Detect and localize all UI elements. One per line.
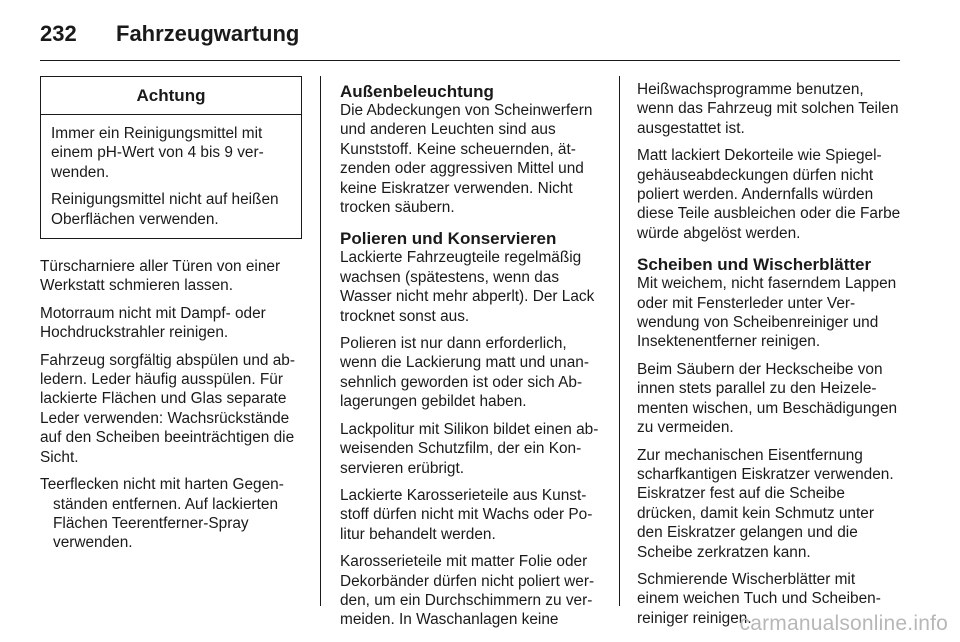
body-paragraph: Schmierende Wischerblätter mit einem weichen Tuch und Scheibenreiniger reinigen. bbox=[637, 570, 881, 627]
column-divider-2 bbox=[619, 76, 620, 606]
body-paragraph: Lackpolitur mit Silikon bildet einen abweisenden Schutzfilm, der ein Konservieren erübrigt. bbox=[340, 420, 599, 477]
body-paragraph: Türscharniere aller Türen von einer Werkstatt schmieren lassen. bbox=[40, 258, 281, 295]
body-paragraph: Polieren ist nur dann erforderlich, wenn die Lackierung matt und unansehnlich geworden ist oder sich Ablagerungen gebildet haben. bbox=[340, 335, 589, 411]
warning-body bbox=[41, 115, 301, 238]
page-header bbox=[40, 14, 299, 54]
body-paragraph: Lackierte Karosserieteile aus Kunststoff dürfen nicht mit Wachs oder Politur behandelt werden. bbox=[340, 486, 593, 543]
body-paragraph: Matt lackiert Dekorteile wie Spiegelgehäuseabdeckungen dürfen nicht poliert werden. Andernfalls würden diese Teile ausbleichen oder die Farbe würde abgelöst werden. bbox=[637, 147, 901, 242]
body-paragraph: Lackierte Fahrzeugteile regelmäßig wachsen (spätestens, wenn das Wasser nicht mehr abperlt). Der Lack trocknet sonst aus. bbox=[340, 249, 595, 325]
section-scheiben bbox=[637, 255, 901, 628]
column-2 bbox=[340, 76, 604, 638]
section-heading: Scheiben und Wischerblätter bbox=[637, 255, 872, 275]
column-3 bbox=[637, 76, 901, 636]
warning-box bbox=[40, 76, 302, 239]
body-paragraph: Mit weichem, nicht faserndem Lappen oder mit Fensterleder unter Verwendung von Scheibenreiniger und Insektenentferner reinigen. bbox=[637, 275, 897, 351]
body-paragraph: Motorraum nicht mit Dampf- oder Hochdruckstrahler reinigen. bbox=[40, 304, 266, 342]
column-1-text bbox=[40, 257, 304, 553]
warning-title: Achtung bbox=[41, 77, 301, 115]
section-polieren bbox=[340, 229, 604, 629]
body-paragraph: Teerflecken nicht mit harten Gegenständen entfernen. Auf lackierten Flächen Teerentferner-Spray verwenden. bbox=[40, 476, 284, 552]
body-paragraph: Beim Säubern der Heckscheibe von innen stets parallel zu den Heizelementen wischen, um Beschädigungen zu vermeiden. bbox=[637, 360, 898, 437]
page-number: 232 bbox=[40, 21, 77, 46]
watermark: carmanualsonline.info bbox=[739, 612, 948, 635]
warning-paragraph: Immer ein Reinigungsmittel mit einem pH-Wert von 4 bis 9 verwenden. bbox=[51, 125, 264, 181]
chapter-title: Fahrzeugwartung bbox=[116, 21, 300, 46]
warning-paragraph: Reinigungsmittel nicht auf heißen Oberflächen verwenden. bbox=[51, 191, 279, 228]
section-heading: Polieren und Konservieren bbox=[340, 229, 557, 249]
body-paragraph: Fahrzeug sorgfältig abspülen und abledern. Leder häufig ausspülen. Für lackierte Flächen und Glas separate Leder verwenden: Wachsrückstände auf den Scheiben beeinträchtigen die Sicht. bbox=[40, 351, 295, 466]
column-3-lead bbox=[637, 80, 901, 243]
section-aussenbeleuchtung bbox=[340, 82, 604, 217]
section-heading: Außenbeleuchtung bbox=[340, 82, 494, 101]
body-paragraph: Karosserieteile mit matter Folie oder Dekorbänder dürfen nicht poliert werden, um ein Durchschimmern zu vermeiden. In Waschanlagen keine bbox=[340, 553, 595, 629]
column-divider-1 bbox=[320, 76, 321, 606]
body-paragraph: Zur mechanischen Eisentfernung scharfkantigen Eiskratzer verwenden. Eiskratzer fest auf die Scheibe drücken, damit kein Schmutz unter den Eiskratzer gelangen und die Scheibe zerkratzen kann. bbox=[637, 446, 894, 561]
column-1 bbox=[40, 76, 304, 561]
body-paragraph: Die Abdeckungen von Scheinwerfern und anderen Leuchten sind aus Kunststoff. Keine scheuernden, ätzenden oder aggressiven Mittel und keine Eiskratzer verwenden. Nicht trocken säubern. bbox=[340, 102, 593, 217]
header-divider bbox=[40, 60, 900, 61]
body-paragraph: Heißwachsprogramme benutzen, wenn das Fahrzeug mit solchen Teilen ausgestattet ist. bbox=[637, 81, 899, 137]
